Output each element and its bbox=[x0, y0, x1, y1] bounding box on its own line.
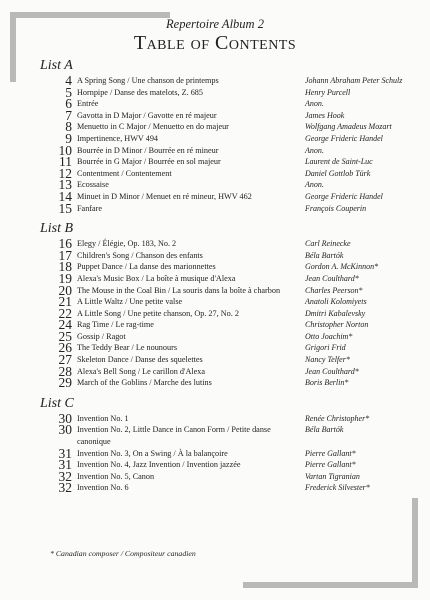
footnote: * Canadian composer / Compositeur canadien bbox=[50, 549, 196, 558]
piece-title: Hornpipe / Danse des matelots, Z. 685 bbox=[77, 87, 203, 97]
page-number: 18 bbox=[58, 259, 72, 275]
composer-name: Jean Coulthard* bbox=[305, 273, 359, 283]
toc-entry bbox=[40, 98, 410, 110]
page-number: 13 bbox=[58, 177, 72, 193]
composer-name: Charles Peerson* bbox=[305, 285, 363, 295]
toc-entry bbox=[40, 75, 410, 87]
toc-entry bbox=[40, 363, 410, 379]
piece-title: Alexa's Bell Song / Le carillon d'Alexa bbox=[77, 366, 206, 376]
piece-title: Ecossaise bbox=[77, 180, 109, 190]
composer-name: François Couperin bbox=[305, 203, 367, 213]
section-label: List B bbox=[40, 221, 74, 237]
toc-entry bbox=[40, 377, 410, 389]
composer-name: Christopher Norton bbox=[305, 320, 369, 330]
toc-entry bbox=[40, 482, 410, 494]
toc-entry bbox=[40, 84, 410, 100]
composer-name: Grigori Frid bbox=[305, 343, 346, 353]
toc-entry bbox=[40, 328, 410, 344]
page-number: 10 bbox=[58, 142, 72, 158]
frame-corner-bottom-right-horizontal bbox=[243, 582, 418, 588]
page-number: 21 bbox=[58, 294, 72, 310]
page-number: 15 bbox=[58, 200, 72, 216]
piece-title: Invention No. 3, On a Swing / À la balançoire bbox=[77, 448, 228, 458]
composer-name: Gordon A. McKinnon* bbox=[305, 262, 379, 272]
toc-entry bbox=[40, 424, 410, 447]
piece-title: Skeleton Dance / Danse des squelettes bbox=[77, 355, 203, 365]
composer-name: George Frideric Handel bbox=[305, 191, 383, 201]
piece-title: Gossip / Ragot bbox=[77, 331, 126, 341]
composer-name: Vartan Tigranian bbox=[305, 471, 360, 481]
toc-entry bbox=[40, 296, 410, 308]
piece-title: Contentment / Contentement bbox=[77, 168, 172, 178]
toc-entry bbox=[40, 270, 410, 286]
page-number: 28 bbox=[58, 363, 72, 379]
piece-title: A Little Song / Une petite chanson, Op. 27, No. 2 bbox=[77, 308, 239, 318]
piece-title: The Teddy Bear / Le nounours bbox=[77, 343, 177, 353]
piece-title: Entrée bbox=[77, 99, 99, 109]
page-number: 22 bbox=[58, 305, 72, 321]
composer-name: Pierre Gallant* bbox=[305, 448, 356, 458]
toc-entry bbox=[40, 200, 410, 216]
toc-entry bbox=[40, 130, 410, 146]
toc-section bbox=[40, 221, 410, 389]
page-number: 32 bbox=[58, 468, 72, 484]
piece-title: Children's Song / Chanson des enfants bbox=[77, 250, 203, 260]
piece-title: Invention No. 4, Jazz Invention / Invention jazzée bbox=[77, 460, 241, 470]
page-number: 29 bbox=[58, 375, 72, 391]
piece-title: March of the Goblins / Marche des lutins bbox=[77, 378, 212, 388]
toc-entry bbox=[40, 238, 410, 250]
composer-name: George Frideric Handel bbox=[305, 133, 383, 143]
page-number: 9 bbox=[65, 130, 72, 146]
composer-name: Carl Reinecke bbox=[305, 239, 351, 249]
toc-entry bbox=[40, 445, 410, 461]
composer-name: Anon. bbox=[305, 180, 324, 190]
toc-section bbox=[40, 396, 410, 494]
page-number: 24 bbox=[58, 317, 72, 333]
composer-name: Anon. bbox=[305, 99, 324, 109]
page-number: 20 bbox=[58, 282, 72, 298]
table-of-contents bbox=[40, 58, 410, 494]
section-label: List C bbox=[40, 395, 74, 411]
piece-title: Fanfare bbox=[77, 203, 103, 213]
toc-entry bbox=[40, 342, 410, 354]
page-number: 25 bbox=[58, 328, 72, 344]
page-number: 19 bbox=[58, 270, 72, 286]
page-number: 4 bbox=[65, 73, 72, 88]
piece-title: Invention No. 5, Canon bbox=[77, 471, 155, 481]
toc-entry bbox=[40, 354, 410, 366]
toc-entry bbox=[40, 261, 410, 273]
toc-entry bbox=[40, 165, 410, 181]
toc-entry bbox=[40, 282, 410, 298]
piece-title: The Mouse in the Coal Bin / La souris dans la boîte à charbon bbox=[77, 285, 281, 295]
piece-title: Bourrée in G Major / Bourrée en sol majeur bbox=[77, 157, 221, 167]
toc-entry bbox=[40, 142, 410, 158]
page-number: 8 bbox=[65, 119, 72, 135]
piece-title: Invention No. 2, Little Dance in Canon Form / Petite danse canonique bbox=[77, 425, 271, 447]
section-label: List A bbox=[40, 58, 73, 73]
toc-entry bbox=[40, 410, 410, 426]
piece-title: A Little Waltz / Une petite valse bbox=[77, 297, 183, 307]
composer-name: Jean Coulthard* bbox=[305, 366, 359, 376]
page-number: 14 bbox=[58, 188, 72, 204]
page-number: 6 bbox=[65, 96, 72, 112]
page-number: 11 bbox=[59, 154, 72, 170]
page-number: 26 bbox=[58, 340, 72, 356]
frame-corner-bottom-right-vertical bbox=[412, 498, 418, 588]
page-number: 30 bbox=[58, 410, 72, 426]
page-number: 17 bbox=[58, 247, 72, 263]
piece-title: Alexa's Music Box / La boîte à musique d'Alexa bbox=[77, 273, 236, 283]
piece-title: Rag Time / Le rag-time bbox=[77, 320, 154, 330]
page-number: 31 bbox=[58, 457, 72, 473]
page-number: 27 bbox=[58, 352, 72, 368]
page-number: 7 bbox=[65, 107, 72, 123]
toc-entry bbox=[40, 468, 410, 484]
composer-name: Otto Joachim* bbox=[305, 331, 353, 341]
piece-title: Puppet Dance / La danse des marionnettes bbox=[77, 262, 216, 272]
composer-name: Béla Bartók bbox=[305, 250, 344, 260]
composer-name: Johann Abraham Peter Schulz bbox=[305, 76, 403, 85]
composer-name: Béla Bartók bbox=[305, 425, 344, 435]
toc-entry bbox=[40, 107, 410, 123]
piece-title: Gavotta in D Major / Gavotte en ré majeur bbox=[77, 110, 217, 120]
toc-title: Table of Contents bbox=[133, 32, 297, 54]
composer-name: Renée Christopher* bbox=[305, 413, 370, 423]
page-number: 30 bbox=[58, 422, 72, 438]
composer-name: James Hook bbox=[305, 110, 345, 120]
header bbox=[0, 17, 430, 54]
toc-entry bbox=[40, 305, 410, 321]
piece-title: Bourrée in D Minor / Bourrée en ré mineur bbox=[77, 145, 219, 155]
composer-name: Daniel Gottlob Türk bbox=[305, 168, 371, 178]
piece-title: A Spring Song / Une chanson de printemps bbox=[77, 76, 219, 85]
piece-title: Impertinence, HWV 494 bbox=[77, 133, 159, 143]
page-number: 32 bbox=[58, 480, 72, 496]
page-number: 5 bbox=[65, 84, 72, 100]
toc-entry bbox=[40, 188, 410, 204]
page-number: 31 bbox=[58, 445, 72, 461]
composer-name: Anatoli Kolomiyets bbox=[305, 297, 367, 307]
page-number: 16 bbox=[58, 236, 72, 252]
composer-name: Laurent de Saint-Luc bbox=[305, 157, 373, 167]
piece-title: Invention No. 1 bbox=[77, 413, 129, 423]
composer-name: Nancy Telfer* bbox=[305, 355, 350, 365]
piece-title: Minuet in D Minor / Menuet en ré mineur, HWV 462 bbox=[77, 191, 252, 201]
toc-entry bbox=[40, 179, 410, 191]
toc-entry bbox=[40, 247, 410, 263]
composer-name: Wolfgang Amadeus Mozart bbox=[305, 122, 392, 132]
composer-name: Pierre Gallant* bbox=[305, 460, 356, 470]
composer-name: Henry Purcell bbox=[305, 87, 351, 97]
piece-title: Menuetto in C Major / Menuetto en do majeur bbox=[77, 122, 229, 132]
toc-entry bbox=[40, 156, 410, 168]
page-number: 12 bbox=[58, 165, 72, 181]
piece-title: Elegy / Élégie, Op. 183, No. 2 bbox=[77, 239, 177, 249]
toc-section bbox=[40, 58, 410, 214]
toc-entry bbox=[40, 459, 410, 471]
piece-title: Invention No. 6 bbox=[77, 483, 129, 493]
composer-name: Anon. bbox=[305, 145, 324, 155]
composer-name: Boris Berlin* bbox=[305, 378, 349, 388]
toc-entry bbox=[40, 319, 410, 331]
album-title: Repertoire Album 2 bbox=[166, 17, 264, 31]
composer-name: Dmitri Kabalevsky bbox=[305, 308, 366, 318]
toc-entry bbox=[40, 121, 410, 133]
composer-name: Frederick Silvester* bbox=[305, 483, 370, 493]
